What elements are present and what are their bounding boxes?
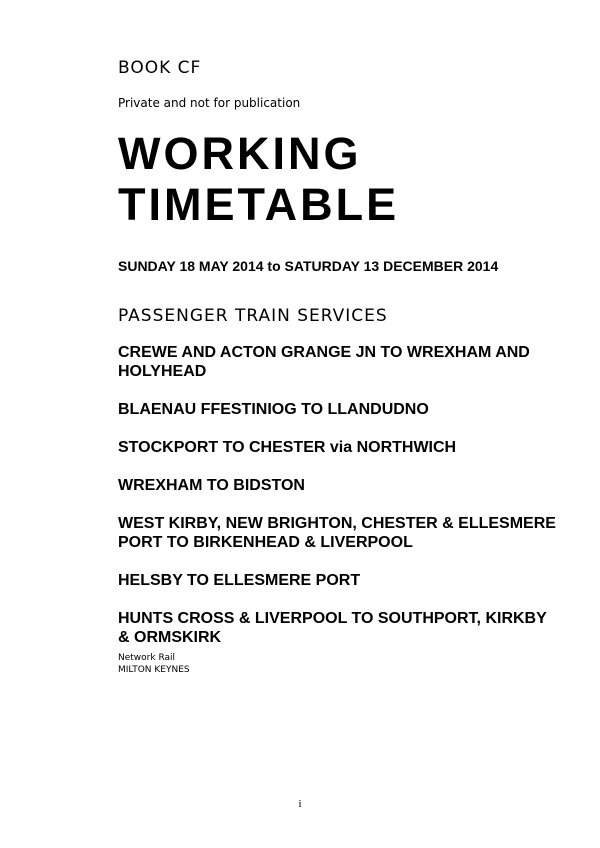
- route-item: CREWE AND ACTON GRANGE JN TO WREXHAM AND HOLYHEAD: [118, 344, 530, 380]
- date-range: SUNDAY 18 MAY 2014 to SATURDAY 13 DECEMBER 2014: [118, 258, 499, 274]
- route-item: HELSBY TO ELLESMERE PORT: [118, 572, 361, 589]
- section-heading: PASSENGER TRAIN SERVICES: [118, 306, 388, 326]
- title-line-2: TIMETABLE: [118, 179, 400, 230]
- route-item: BLAENAU FFESTINIOG TO LLANDUDNO: [118, 401, 429, 418]
- publisher-block: [118, 652, 190, 676]
- title-line-1: WORKING: [118, 128, 362, 179]
- book-id: BOOK CF: [118, 58, 202, 78]
- publisher-location: MILTON KEYNES: [118, 665, 190, 675]
- route-item: WEST KIRBY, NEW BRIGHTON, CHESTER & ELLESMERE PORT TO BIRKENHEAD & LIVERPOOL: [118, 515, 556, 551]
- page-title: [118, 128, 399, 230]
- route-item: WREXHAM TO BIDSTON: [118, 477, 305, 494]
- route-item: HUNTS CROSS & LIVERPOOL TO SOUTHPORT, KIRKBY & ORMSKIRK: [118, 610, 547, 646]
- private-note: Private and not for publication: [118, 96, 301, 110]
- route-item: STOCKPORT TO CHESTER via NORTHWICH: [118, 439, 457, 456]
- page-number: i: [298, 798, 302, 810]
- route-list: [118, 343, 558, 666]
- publisher-org: Network Rail: [118, 653, 176, 663]
